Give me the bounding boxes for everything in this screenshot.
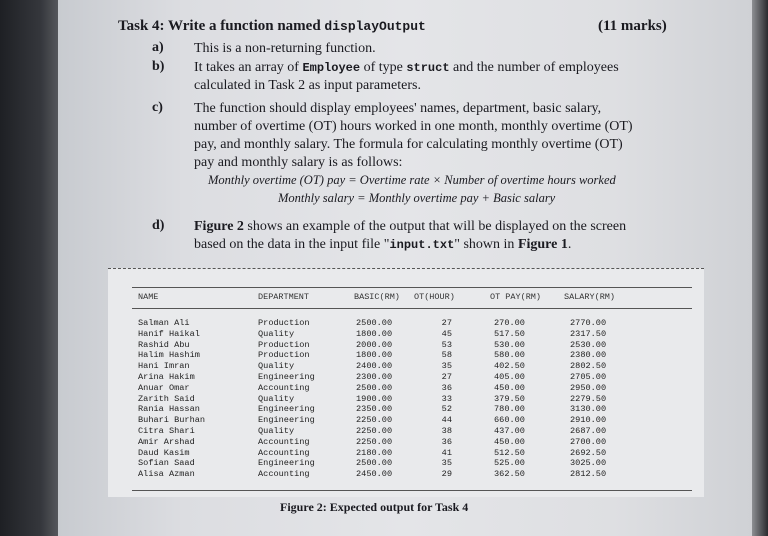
b-type-name: Employee (302, 61, 361, 75)
cell-basic: 2300.00 (356, 371, 393, 382)
d-input-file: input.txt (389, 238, 455, 252)
cell-salary: 2380.00 (570, 350, 607, 361)
cell-ot-hours: 45 (441, 328, 452, 339)
cell-salary: 2950.00 (570, 382, 607, 393)
d-text-3: " shown in (454, 237, 518, 252)
cell-name: Salman Ali (138, 318, 190, 328)
cell-basic: 2400.00 (356, 361, 393, 372)
header-ot-hour: OT(HOUR) (414, 292, 455, 302)
cell-ot-hours: 38 (441, 425, 452, 436)
cell-salary: 2279.50 (570, 393, 607, 404)
cell-name: Anuar Omar (138, 382, 190, 393)
b-text-3: and the number of employees (449, 60, 619, 75)
cell-name: Buhari Burhan (138, 415, 206, 426)
cell-basic: 2350.00 (356, 404, 393, 415)
cell-basic: 2000.00 (356, 339, 393, 350)
header-ot-pay: OT PAY(RM) (490, 292, 542, 302)
cell-salary: 2700.00 (570, 436, 607, 447)
header-name: NAME (138, 292, 159, 302)
d-figure-ref: Figure 2 (194, 219, 244, 234)
cell-ot-hours: 33 (441, 393, 452, 404)
item-b-label: b) (152, 59, 165, 74)
header-salary: SALARY(RM) (564, 292, 616, 302)
item-c-line1: The function should display employees' names, department, basic salary, (194, 101, 602, 116)
cell-salary: 2812.50 (570, 469, 607, 480)
cell-department: Quality (258, 393, 295, 404)
item-d-line2 (194, 236, 571, 254)
background-left (0, 0, 58, 536)
cell-salary: 2692.50 (570, 447, 607, 458)
cell-name: Hanif Haikal (138, 328, 200, 339)
cell-basic: 2500.00 (356, 382, 393, 393)
cell-ot-hours: 41 (441, 447, 452, 458)
cell-name: Zarith Said (138, 393, 195, 404)
task-title (118, 18, 426, 35)
column-departments (258, 318, 315, 480)
cell-department: Quality (258, 425, 295, 436)
b-struct-keyword: struct (406, 61, 450, 75)
cell-salary: 3130.00 (570, 404, 607, 415)
cell-department: Engineering (258, 458, 315, 469)
d-text-2: based on the data in the input file " (194, 237, 390, 252)
cell-department: Engineering (258, 404, 315, 415)
cell-salary: 2705.00 (570, 371, 607, 382)
item-d-line1 (194, 218, 626, 235)
cell-ot-pay: 362.50 (494, 469, 525, 480)
column-ot-hours (430, 318, 452, 480)
cell-ot-pay: 580.00 (494, 350, 525, 361)
cell-name: Daud Kasim (138, 447, 190, 458)
cell-ot-hours: 36 (441, 382, 452, 393)
task-title-text: Task 4: Write a function named (118, 18, 325, 34)
cell-ot-pay: 660.00 (494, 415, 525, 426)
cell-name: Rashid Abu (138, 339, 190, 350)
cell-basic: 2500.00 (356, 318, 393, 328)
cell-salary: 2910.00 (570, 415, 607, 426)
d-text-4: . (567, 237, 572, 252)
cell-ot-hours: 52 (441, 404, 452, 415)
formula-ot-pay: Monthly overtime (OT) pay = Overtime rate × Number of overtime hours worked (208, 173, 616, 187)
cell-department: Engineering (258, 415, 315, 426)
cell-department: Accounting (258, 436, 310, 447)
cell-ot-pay: 530.00 (494, 339, 525, 350)
cell-basic: 1800.00 (356, 350, 393, 361)
cell-basic: 2250.00 (356, 436, 393, 447)
cell-department: Accounting (258, 382, 310, 393)
cell-name: Hani Imran (138, 361, 190, 372)
cell-name: Arina Hakim (138, 371, 195, 382)
task-marks: (11 marks) (598, 18, 667, 34)
d-text-1: shows an example of the output that will be displayed on the screen (243, 219, 627, 234)
cell-department: Accounting (258, 469, 310, 480)
cell-department: Quality (258, 328, 295, 339)
header-basic: BASIC(RM) (354, 292, 400, 302)
cell-ot-pay: 512.50 (494, 447, 525, 458)
cell-ot-hours: 35 (441, 361, 452, 372)
cell-ot-hours: 36 (441, 436, 452, 447)
cell-name: Halim Hashim (138, 350, 200, 361)
cell-ot-pay: 379.50 (494, 393, 525, 404)
column-salary (570, 318, 606, 480)
cell-ot-pay: 437.00 (494, 425, 525, 436)
table-header-rule (132, 308, 692, 309)
item-c-line4: pay and monthly salary is as follows: (194, 155, 403, 170)
cell-ot-hours: 27 (441, 371, 452, 382)
cell-basic: 1800.00 (356, 328, 393, 339)
item-a-text: This is a non-returning function. (194, 41, 376, 56)
item-a-label: a) (152, 40, 164, 55)
cell-name: Amir Arshad (138, 436, 195, 447)
cell-basic: 2500.00 (356, 458, 393, 469)
cell-department: Production (258, 350, 310, 361)
formula-salary: Monthly salary = Monthly overtime pay + Basic salary (278, 191, 556, 205)
cell-basic: 2450.00 (356, 469, 393, 480)
column-ot-pay (494, 318, 525, 480)
cell-ot-hours: 27 (441, 318, 452, 328)
column-basic (356, 318, 392, 480)
cell-ot-hours: 44 (441, 415, 452, 426)
cell-ot-pay: 780.00 (494, 404, 525, 415)
table-bottom-rule (132, 490, 692, 491)
cell-name: Alisa Azman (138, 469, 195, 480)
b-text-2: of type (360, 60, 407, 75)
header-department: DEPARTMENT (258, 292, 310, 302)
cell-ot-pay: 450.00 (494, 382, 525, 393)
cell-department: Engineering (258, 371, 315, 382)
cell-department: Quality (258, 361, 295, 372)
cell-basic: 2250.00 (356, 425, 393, 436)
cell-salary: 2802.50 (570, 361, 607, 372)
cell-name: Sofian Saad (138, 458, 195, 469)
table-top-rule (132, 287, 692, 288)
cell-salary: 2530.00 (570, 339, 607, 350)
cell-salary: 2770.00 (570, 318, 607, 328)
cell-basic: 2250.00 (356, 415, 393, 426)
cell-salary: 2317.50 (570, 328, 607, 339)
cell-ot-pay: 525.00 (494, 458, 525, 469)
cell-ot-pay: 405.00 (494, 371, 525, 382)
column-names (138, 318, 205, 480)
cell-ot-hours: 58 (441, 350, 452, 361)
item-d-label: d) (152, 218, 165, 233)
cell-department: Production (258, 339, 310, 350)
cell-ot-pay: 517.50 (494, 328, 525, 339)
b-text-1: It takes an array of (194, 60, 303, 75)
cell-name: Citra Shari (138, 425, 195, 436)
cell-name: Rania Hassan (138, 404, 200, 415)
item-b-line2: calculated in Task 2 as input parameters. (194, 78, 421, 93)
item-c-line3: pay, and monthly salary. The formula for calculating monthly overtime (OT) (194, 137, 623, 152)
item-c-line2: number of overtime (OT) hours worked in one month, monthly overtime (OT) (194, 119, 633, 134)
item-c-label: c) (152, 100, 163, 115)
cell-ot-pay: 450.00 (494, 436, 525, 447)
paper-sheet (58, 0, 752, 536)
cell-salary: 2687.00 (570, 425, 607, 436)
figure-caption: Figure 2: Expected output for Task 4 (280, 500, 469, 514)
cell-ot-pay: 402.50 (494, 361, 525, 372)
cell-ot-hours: 53 (441, 339, 452, 350)
cell-basic: 2180.00 (356, 447, 393, 458)
background-right (752, 0, 768, 536)
d-figure1-ref: Figure 1 (517, 237, 568, 252)
item-b-line1 (194, 59, 619, 77)
cell-ot-hours: 29 (441, 469, 452, 480)
cell-basic: 1900.00 (356, 393, 393, 404)
cell-department: Production (258, 318, 310, 328)
cell-department: Accounting (258, 447, 310, 458)
cell-ot-hours: 35 (441, 458, 452, 469)
cell-ot-pay: 270.00 (494, 318, 525, 328)
cell-salary: 3025.00 (570, 458, 607, 469)
function-name: displayOutput (324, 19, 426, 34)
